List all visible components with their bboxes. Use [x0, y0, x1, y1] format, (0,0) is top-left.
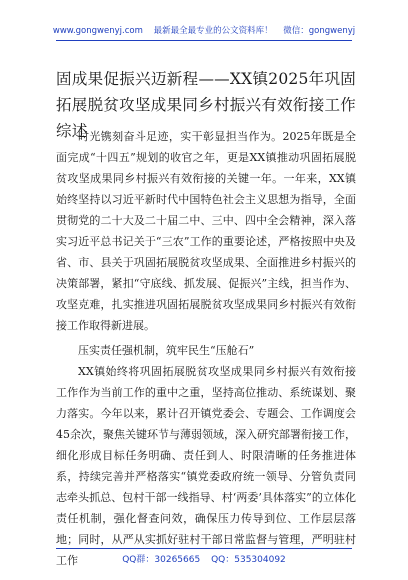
footer-divider	[56, 548, 352, 549]
document-title: 固成果促振兴迈新程——XX镇2025年巩固拓展脱贫攻坚成果同乡村振兴有效衔接工作综述	[56, 70, 356, 140]
site-header	[0, 24, 408, 36]
qq-contact: QQ：535304092	[211, 555, 286, 565]
intro-paragraph: 时光镌刻奋斗足迹，实干彰显担当作为。2025年既是全面完成“十四五”规划的收官之年，更是XX镇推动巩固拓展脱贫攻坚成果同乡村振兴有效衔接的关键一年。一年来，XX镇始终坚持以习近平新时代中国特色社会主义思想为指导，全面贯彻党的二十大及二十届二中、三中、四中全会精神，深入落实习近平总书记关于“三农”工作的重要论述，严格按照中央及省、市、县关于巩固拓展脱贫攻坚成果、全面推进乡村振兴的决策部署，紧扣“守底线、抓发展、促振兴”主线，担当作为、攻坚克难，扎实推进巩固拓展脱贫攻坚成果同乡村振兴有效衔接工作取得新进展。	[56, 130, 356, 332]
document-body	[56, 126, 356, 571]
site-slogan: 最新最全最专业的公文资料库！	[153, 26, 273, 36]
section-paragraph: XX镇始终将巩固拓展脱贫攻坚成果同乡村振兴有效衔接工作作为当前工作的重中之重，坚持高位推动、系统谋划、聚力落实。今年以来，累计召开镇党委会、专题会、工作调度会45余次，聚焦关键环节与薄弱领域，深入研究部署衔接工作，细化形成目标任务明确、责任到人、时限清晰的任务推进体系，持续完善并严格落实“镇党委政府统一领导、分管负责同志牵头抓总、包村干部一线指导、村‘两委’具体落实”的立体化责任机制，强化督查问效，确保压力传导到位、工作层层落地；同时，从严从实抓好驻村干部日常监督与管理，严明驻村工作	[56, 365, 356, 567]
section-heading: 压实责任强机制，筑牢民生“压舱石”	[78, 344, 255, 357]
site-url-link[interactable]: www.gongwenyj.com	[52, 26, 143, 36]
wechat-id: 微信：gongwenyj	[283, 26, 356, 36]
header-divider	[56, 40, 352, 41]
qq-group: QQ群：30265665	[122, 555, 201, 565]
site-footer	[0, 552, 408, 565]
